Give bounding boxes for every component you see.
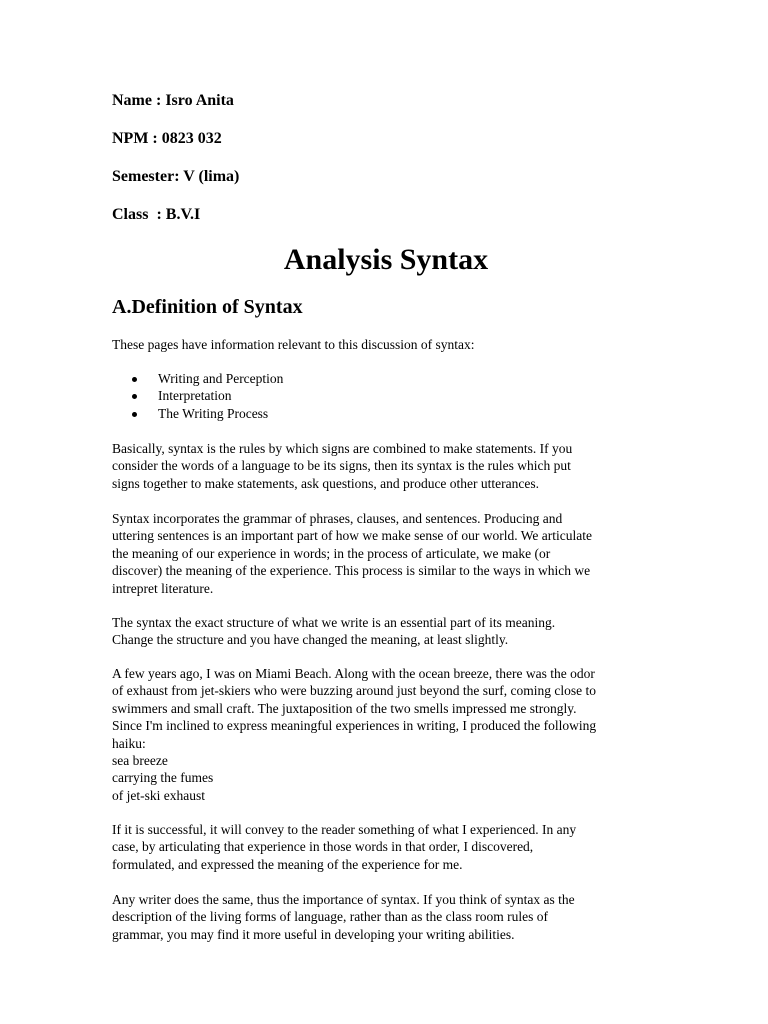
paragraph-5 (112, 821, 660, 873)
haiku-line: carrying the fumes (112, 770, 214, 786)
paragraph-line: A few years ago, I was on Miami Beach. Along with the ocean breeze, there was the odor (112, 666, 595, 681)
student-npm: NPM : 0823 032 (112, 130, 222, 147)
bullet-dot-icon (132, 377, 137, 382)
haiku-line: of jet-ski exhaust (112, 787, 205, 803)
paragraph-line: discover) the meaning of the experience. This process is similar to the ways in which we (112, 563, 591, 579)
paragraph-2 (112, 510, 660, 597)
paragraph-line: Since I'm inclined to express meaningful experiences in writing, I produced the following (112, 718, 597, 734)
paragraph-line: Any writer does the same, thus the importance of syntax. If you think of syntax as the (112, 892, 575, 907)
paragraph-line: haiku: (112, 735, 146, 751)
paragraph-line: signs together to make statements, ask questions, and produce other utterances. (112, 475, 540, 491)
paragraph-line: If it is successful, it will convey to the reader something of what I experienced. In any (112, 822, 577, 837)
bullet-dot-icon (132, 412, 137, 417)
paragraph-line: consider the words of a language to be its signs, then its syntax is the rules which put (112, 458, 571, 474)
bullet-label: The Writing Process (158, 405, 269, 421)
section-heading: A.Definition of Syntax (112, 296, 303, 318)
intro-text: These pages have information relevant to this discussion of syntax: (112, 337, 475, 352)
bullet-item (112, 387, 660, 404)
bullet-label: Interpretation (158, 388, 232, 404)
paragraph-line: Change the structure and you have changed the meaning, at least slightly. (112, 632, 509, 648)
bullet-label: Writing and Perception (158, 371, 284, 386)
paragraph-1 (112, 440, 660, 492)
document-title: Analysis Syntax (283, 243, 489, 276)
bullet-item (112, 405, 660, 422)
paragraph-line: Basically, syntax is the rules by which signs are combined to make statements. If you (112, 441, 573, 456)
paragraph-line: swimmers and small craft. The juxtaposition of the two smells impressed me strongly. (112, 700, 577, 716)
paragraph-6 (112, 891, 660, 943)
paragraph-line: the meaning of our experience in words; in the process of articulate, we make (or (112, 545, 551, 561)
bullet-item (112, 370, 660, 387)
paragraph-4 (112, 665, 660, 804)
paragraph-line: Syntax incorporates the grammar of phrases, clauses, and sentences. Producing and (112, 511, 563, 526)
paragraph-line: grammar, you may find it more useful in developing your writing abilities. (112, 926, 515, 942)
bullet-dot-icon (132, 394, 137, 399)
paragraph-line: formulated, and expressed the meaning of the experience for me. (112, 856, 463, 872)
haiku-line: sea breeze (112, 753, 168, 769)
bullet-list (112, 370, 660, 422)
paragraph-line: description of the living forms of language, rather than as the class room rules of (112, 909, 549, 925)
paragraph-line: The syntax the exact structure of what we write is an essential part of its meaning. (112, 615, 556, 630)
student-name: Name : Isro Anita (112, 92, 234, 109)
student-semester: Semester: V (lima) (112, 168, 240, 185)
paragraph-line: case, by articulating that experience in those words in that order, I discovered, (112, 839, 534, 855)
paragraph-line: of exhaust from jet-skiers who were buzzing around just beyond the surf, coming close to (112, 683, 597, 699)
student-class: Class : B.V.I (112, 206, 201, 223)
paragraph-line: intrepret literature. (112, 580, 214, 596)
paragraph-line: uttering sentences is an important part of how we make sense of our world. We articulate (112, 528, 593, 544)
paragraph-3 (112, 614, 660, 649)
